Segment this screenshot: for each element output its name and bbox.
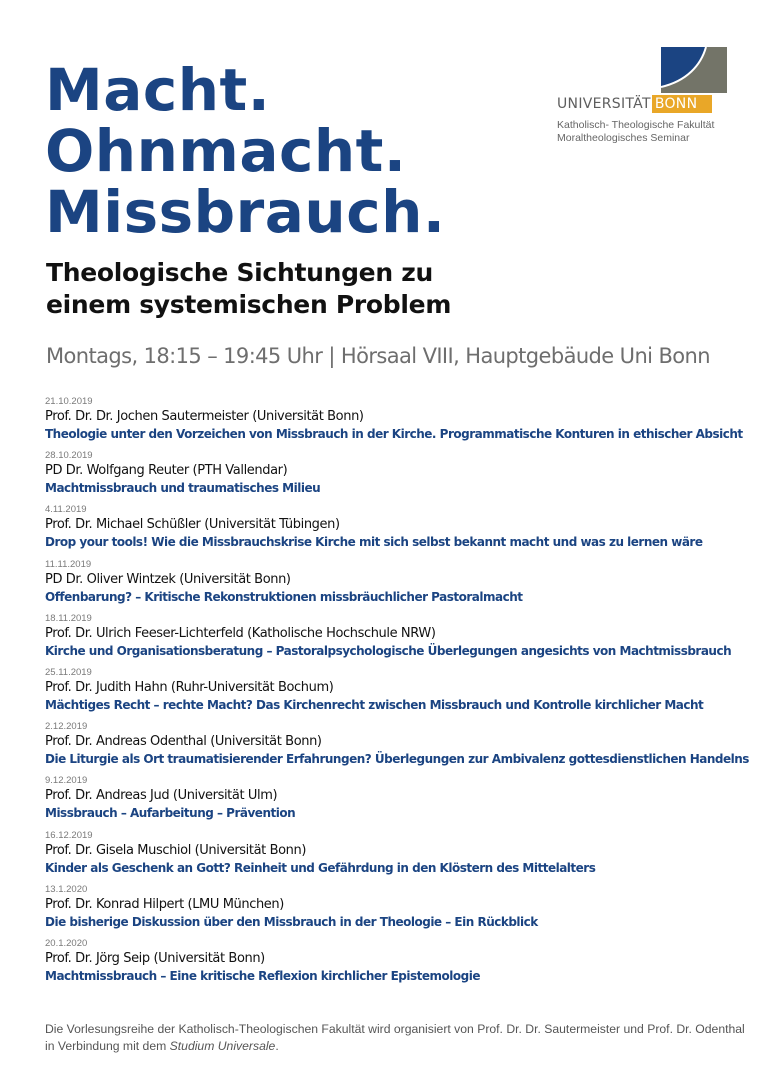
page-title (45, 56, 446, 246)
logo-wordmark (557, 95, 712, 113)
event-title: Machtmissbrauch und traumatisches Milieu (45, 481, 321, 496)
event-title: Kirche und Organisationsberatung – Pastoralpsychologische Überlegungen angesichts von Machtmissbrauch (45, 643, 732, 658)
event-date: 28.10.2019 (45, 450, 93, 462)
event-item (45, 559, 745, 613)
event-date: 18.11.2019 (45, 612, 92, 624)
event-title: Offenbarung? – Kritische Rekonstruktionen missbräuchlicher Pastoralmacht (45, 589, 523, 604)
logo-bonn: BONN (652, 95, 712, 113)
event-speaker: Prof. Dr. Judith Hahn (Ruhr-Universität Bochum) (45, 679, 334, 695)
event-title: Missbrauch – Aufarbeitung – Prävention (45, 806, 296, 821)
logo-graphic-icon (661, 47, 727, 93)
event-item (45, 667, 745, 721)
event-item (45, 938, 745, 992)
event-title: Die Liturgie als Ort traumatisierender Erfahrungen? Überlegungen zur Ambivalenz gottesdienstlichen Handelns (45, 752, 749, 767)
footer-text: Die Vorlesungsreihe der Katholisch-Theologischen Fakultät wird organisiert von Prof. Dr. Dr. Sautermeister und Prof. Dr. Odenthal in Verbindung mit dem (45, 1022, 745, 1053)
event-speaker: Prof. Dr. Dr. Jochen Sautermeister (Universität Bonn) (45, 409, 364, 424)
event-title: Drop your tools! Wie die Missbrauchskrise Kirche mit sich selbst bekannt macht und was zu lernen wäre (45, 535, 703, 550)
event-speaker: Prof. Dr. Jörg Seip (Universität Bonn) (45, 950, 265, 966)
event-item (45, 721, 749, 775)
logo-faculty-info (557, 119, 714, 145)
logo-faculty: Katholisch- Theologische Fakultät (557, 119, 715, 131)
event-title: Die bisherige Diskussion über den Missbrauch in der Theologie – Ein Rückblick (45, 914, 538, 929)
event-date: 16.12.2019 (45, 829, 93, 841)
event-date: 25.11.2019 (45, 666, 92, 678)
event-item (45, 396, 745, 450)
title-line-2: Ohnmacht. (45, 117, 407, 185)
subtitle-line-1: Theologische Sichtungen zu (46, 258, 433, 287)
logo-seminar: Moraltheologisches Seminar (557, 132, 690, 144)
event-date: 2.12.2019 (45, 721, 88, 733)
footer-emphasis: Studium Universale (169, 1039, 276, 1053)
footer-text-end: . (275, 1039, 279, 1053)
event-speaker: Prof. Dr. Andreas Odenthal (Universität Bonn) (45, 734, 322, 750)
event-speaker: Prof. Dr. Ulrich Feeser-Lichterfeld (Katholische Hochschule NRW) (45, 625, 436, 641)
title-line-3: Missbrauch. (45, 178, 446, 246)
event-date: 9.12.2019 (45, 775, 88, 787)
footer-note (45, 1021, 745, 1055)
event-speaker: PD Dr. Oliver Wintzek (Universität Bonn) (45, 571, 291, 587)
logo-universitaet: UNIVERSITÄT (557, 96, 651, 112)
event-title: Machtmissbrauch – Eine kritische Reflexion kirchlicher Epistemologie (45, 968, 480, 983)
event-speaker: Prof. Dr. Andreas Jud (Universität Ulm) (45, 788, 278, 804)
event-speaker: Prof. Dr. Gisela Muschiol (Universität Bonn) (45, 842, 307, 858)
event-speaker: Prof. Dr. Konrad Hilpert (LMU München) (45, 896, 284, 912)
event-item (45, 504, 745, 558)
event-speaker: Prof. Dr. Michael Schüßler (Universität Tübingen) (45, 517, 340, 533)
event-speaker: PD Dr. Wolfgang Reuter (PTH Vallendar) (45, 463, 288, 479)
event-item (45, 884, 745, 938)
event-item (45, 830, 745, 884)
event-title: Theologie unter den Vorzeichen von Missbrauch in der Kirche. Programmatische Konturen in ethischer Absicht (45, 427, 743, 441)
event-title: Mächtiges Recht – rechte Macht? Das Kirchenrecht zwischen Missbrauch und Kontrolle kirchlicher Macht (45, 697, 704, 712)
event-item (45, 450, 745, 504)
subtitle-line-2: einem systemischen Problem (46, 290, 452, 319)
event-date: 11.11.2019 (45, 558, 92, 570)
event-title: Kinder als Geschenk an Gott? Reinheit und Gefährdung in den Klöstern des Mittelalters (45, 860, 596, 875)
event-item (45, 613, 745, 667)
event-date: 20.1.2020 (45, 937, 88, 949)
event-date: 13.1.2020 (45, 883, 88, 895)
event-date: 4.11.2019 (45, 504, 87, 516)
event-date: 21.10.2019 (45, 396, 93, 407)
event-list (45, 396, 749, 992)
subtitle (46, 257, 451, 321)
event-item (45, 775, 745, 829)
schedule-location: Montags, 18:15 – 19:45 Uhr | Hörsaal VIII, Hauptgebäude Uni Bonn (46, 344, 710, 368)
title-line-1: Macht. (45, 56, 271, 124)
